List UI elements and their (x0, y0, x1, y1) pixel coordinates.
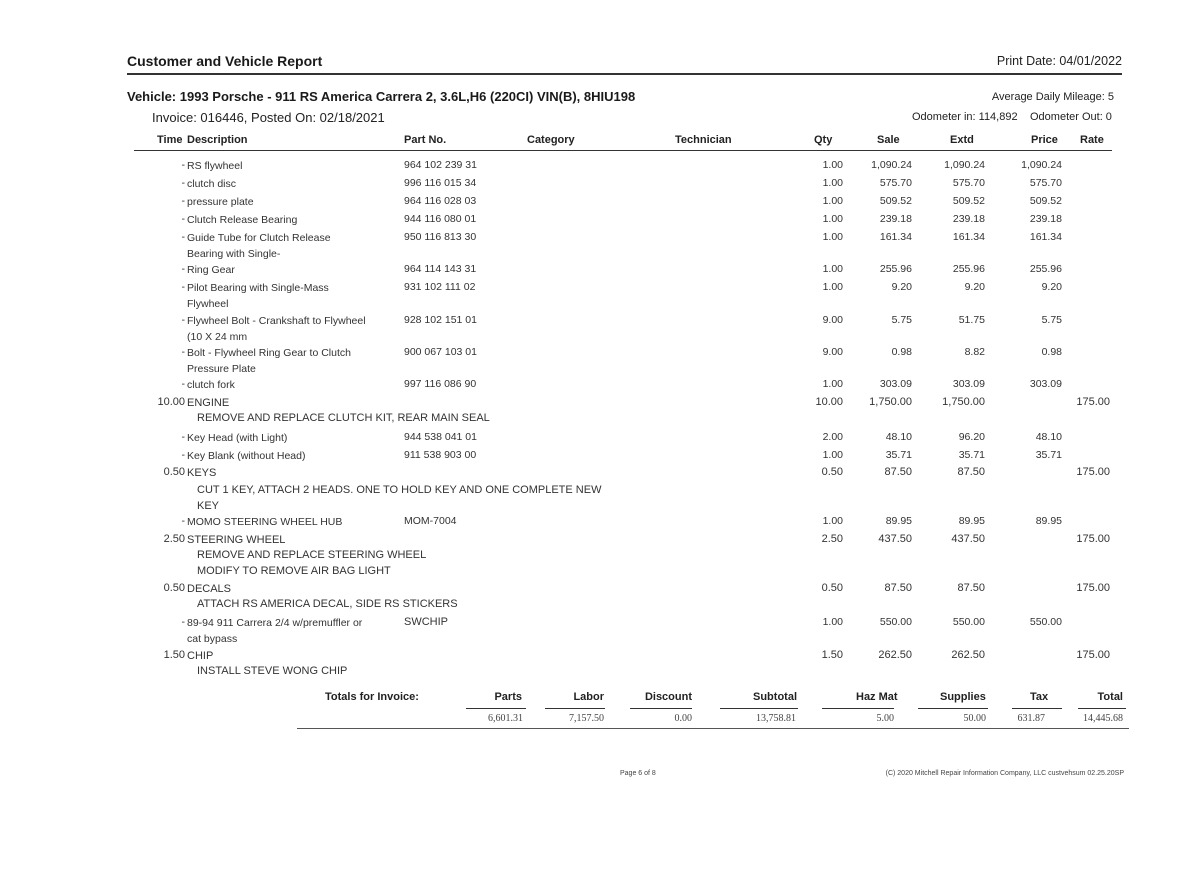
cell-description: Key Head (with Light) (187, 432, 288, 444)
cell-rate: 175.00 (1076, 649, 1110, 661)
cell-part-no: MOM-7004 (404, 515, 457, 527)
cell-time: - (181, 346, 185, 358)
cell-price: 575.70 (1029, 177, 1062, 189)
cell-qty: 1.00 (822, 263, 843, 275)
cell-qty: 9.00 (822, 346, 843, 358)
totals-tax-underline (1012, 708, 1062, 709)
cell-extd: 509.52 (952, 195, 985, 207)
print-date: Print Date: 04/01/2022 (996, 54, 1122, 68)
col-header-price: Price (1031, 134, 1058, 146)
cell-part-no: 944 116 080 01 (404, 213, 477, 225)
cell-sale: 161.34 (879, 231, 912, 243)
invoice-info: Invoice: 016446, Posted On: 02/18/2021 (152, 110, 385, 125)
desc-line-1: Guide Tube for Clutch Release (187, 232, 331, 244)
cell-description: RS flywheel (187, 160, 243, 172)
cell-sale: 509.52 (879, 195, 912, 207)
totals-hazmat-label: Haz Mat (856, 691, 898, 703)
odometer-in: Odometer in: 114,892 (912, 111, 1018, 123)
page-number: Page 6 of 8 (620, 770, 656, 777)
cell-sale: 550.00 (879, 616, 912, 628)
cell-qty: 1.00 (822, 177, 843, 189)
cell-extd: 550.00 (952, 616, 985, 628)
cell-price: 255.96 (1029, 263, 1062, 275)
col-header-time: Time (157, 134, 183, 146)
cell-extd: 303.09 (952, 378, 985, 390)
cell-time: 2.50 (163, 533, 185, 545)
cell-sale: 89.95 (885, 515, 912, 527)
cell-extd: 96.20 (958, 431, 985, 443)
col-header-category: Category (527, 134, 575, 146)
cell-description: MOMO STEERING WHEEL HUB (187, 516, 343, 528)
cell-description: Clutch Release Bearing (187, 214, 298, 226)
cell-qty: 1.00 (822, 195, 843, 207)
cell-description: ENGINE (187, 397, 230, 409)
note-line-1: REMOVE AND REPLACE STEERING WHEEL (197, 549, 427, 561)
cell-part-no: 964 116 028 03 (404, 195, 477, 207)
desc-line-1: Flywheel Bolt - Crankshaft to Flywheel (187, 315, 366, 327)
cell-sale: 87.50 (884, 466, 912, 478)
totals-parts-label: Parts (494, 691, 522, 703)
cell-price: 9.20 (1041, 281, 1062, 293)
cell-rate: 175.00 (1076, 533, 1110, 545)
cell-time: - (181, 281, 185, 293)
cell-extd: 262.50 (951, 649, 985, 661)
header-divider (127, 73, 1122, 75)
cell-extd: 575.70 (952, 177, 985, 189)
cell-rate: 175.00 (1076, 466, 1110, 478)
totals-discount-underline (630, 708, 692, 709)
cell-price: 239.18 (1029, 213, 1062, 225)
cell-time: 1.50 (163, 649, 185, 661)
cell-sale: 255.96 (879, 263, 912, 275)
cell-time: - (181, 195, 185, 207)
cell-price: 5.75 (1041, 314, 1062, 326)
cell-description (187, 231, 331, 262)
cell-extd: 87.50 (957, 582, 985, 594)
cell-sale: 262.50 (878, 649, 912, 661)
desc-line-2: Pressure Plate (187, 362, 256, 375)
totals-total-underline (1078, 708, 1126, 709)
cell-time: - (181, 314, 185, 326)
cell-sale: 87.50 (884, 582, 912, 594)
note-line-1: CUT 1 KEY, ATTACH 2 HEADS. ONE TO HOLD KEY AND ONE COMPLETE NEW (197, 484, 602, 496)
cell-description: KEYS (187, 467, 217, 479)
desc-line-2: Bearing with Single- (187, 247, 281, 260)
cell-qty: 2.00 (822, 431, 843, 443)
odometer-out: Odometer Out: 0 (1030, 111, 1112, 123)
desc-line-2: Flywheel (187, 297, 229, 310)
totals-hazmat-value: 5.00 (876, 713, 894, 724)
cell-time: - (181, 515, 185, 527)
cell-extd: 8.82 (964, 346, 985, 358)
cell-qty: 1.00 (822, 515, 843, 527)
cell-sale: 0.98 (891, 346, 912, 358)
cell-description: pressure plate (187, 196, 254, 208)
totals-label: Totals for Invoice: (325, 691, 419, 703)
cell-qty: 2.50 (821, 533, 843, 545)
labor-note: INSTALL STEVE WONG CHIP (197, 665, 348, 677)
totals-supplies-label: Supplies (940, 691, 986, 703)
cell-extd: 1,750.00 (942, 396, 985, 408)
cell-time: - (181, 616, 185, 628)
cell-qty: 1.00 (822, 159, 843, 171)
cell-extd: 239.18 (952, 213, 985, 225)
cell-qty: 10.00 (815, 396, 843, 408)
cell-sale: 239.18 (879, 213, 912, 225)
cell-part-no: 964 102 239 31 (404, 159, 477, 171)
cell-price: 0.98 (1041, 346, 1062, 358)
totals-hazmat-underline (822, 708, 894, 709)
cell-description: CHIP (187, 650, 214, 662)
cell-sale: 575.70 (879, 177, 912, 189)
cell-extd: 437.50 (951, 533, 985, 545)
col-header-qty: Qty (814, 134, 833, 146)
cell-qty: 1.00 (822, 281, 843, 293)
cell-part-no: SWCHIP (404, 616, 448, 628)
cell-qty: 1.00 (822, 378, 843, 390)
desc-line-1: 89-94 911 Carrera 2/4 w/premuffler or (187, 617, 363, 629)
cell-description (187, 281, 329, 312)
note-line-2: KEY (197, 499, 220, 512)
cell-extd: 9.20 (964, 281, 985, 293)
totals-divider (297, 728, 1129, 729)
totals-total-label: Total (1097, 691, 1123, 703)
desc-line-1: Bolt - Flywheel Ring Gear to Clutch (187, 347, 351, 359)
labor-note: REMOVE AND REPLACE CLUTCH KIT, REAR MAIN SEAL (197, 412, 490, 424)
cell-sale: 9.20 (891, 281, 912, 293)
totals-labor-underline (545, 708, 605, 709)
totals-parts-underline (466, 708, 526, 709)
cell-extd: 1,090.24 (944, 159, 985, 171)
cell-part-no: 928 102 151 01 (404, 314, 477, 326)
cell-time: - (181, 213, 185, 225)
cell-part-no: 900 067 103 01 (404, 346, 477, 358)
cell-sale: 5.75 (891, 314, 912, 326)
cell-part-no: 931 102 111 02 (404, 281, 476, 293)
note-line-2: MODIFY TO REMOVE AIR BAG LIGHT (197, 564, 391, 577)
totals-tax-label: Tax (1030, 691, 1049, 703)
cell-description: clutch fork (187, 379, 235, 391)
cell-part-no: 964 114 143 31 (404, 263, 477, 275)
cell-sale: 48.10 (885, 431, 912, 443)
average-daily-mileage: Average Daily Mileage: 5 (991, 91, 1114, 103)
cell-sale: 437.50 (878, 533, 912, 545)
copyright-notice: (C) 2020 Mitchell Repair Information Company, LLC custvehsum 02.25.20SP (885, 770, 1124, 777)
totals-discount-value: 0.00 (674, 713, 692, 724)
totals-subtotal-label: Subtotal (753, 691, 797, 703)
cell-price: 48.10 (1035, 431, 1062, 443)
cell-price: 550.00 (1029, 616, 1062, 628)
cell-time: - (181, 263, 185, 275)
cell-qty: 0.50 (821, 466, 843, 478)
cell-description (187, 346, 351, 377)
totals-parts-value: 6,601.31 (488, 713, 523, 724)
totals-total-value: 14,445.68 (1083, 713, 1123, 724)
cell-qty: 0.50 (821, 582, 843, 594)
totals-discount-label: Discount (644, 691, 692, 703)
cell-description (187, 616, 362, 647)
cell-price: 303.09 (1029, 378, 1062, 390)
cell-price: 89.95 (1035, 515, 1062, 527)
col-header-technician: Technician (675, 134, 732, 146)
cell-part-no: 944 538 041 01 (404, 431, 477, 443)
column-header-divider (134, 150, 1112, 151)
cell-part-no: 950 116 813 30 (404, 231, 477, 243)
cell-part-no: 911 538 903 00 (404, 449, 477, 461)
totals-tax-value: 631.87 (1017, 713, 1045, 724)
cell-time: 10.00 (157, 396, 185, 408)
totals-supplies-value: 50.00 (963, 713, 986, 724)
cell-price: 35.71 (1035, 449, 1062, 461)
labor-note (197, 548, 426, 579)
col-header-extd: Extd (950, 134, 974, 146)
col-header-sale: Sale (877, 134, 900, 146)
cell-extd: 51.75 (958, 314, 985, 326)
cell-qty: 1.00 (822, 231, 843, 243)
labor-note: ATTACH RS AMERICA DECAL, SIDE RS STICKERS (197, 598, 458, 610)
cell-qty: 1.00 (822, 449, 843, 461)
totals-labor-label: Labor (573, 691, 604, 703)
cell-rate: 175.00 (1076, 582, 1110, 594)
col-header-rate: Rate (1080, 134, 1104, 146)
cell-extd: 89.95 (958, 515, 985, 527)
cell-extd: 255.96 (952, 263, 985, 275)
cell-sale: 1,750.00 (869, 396, 912, 408)
cell-sale: 303.09 (879, 378, 912, 390)
cell-time: - (181, 231, 185, 243)
cell-part-no: 997 116 086 90 (404, 378, 477, 390)
desc-line-1: Pilot Bearing with Single-Mass (187, 282, 329, 294)
cell-time: 0.50 (163, 466, 185, 478)
cell-description (187, 314, 366, 345)
cell-extd: 35.71 (958, 449, 985, 461)
cell-qty: 1.00 (822, 213, 843, 225)
col-header-description: Description (187, 134, 248, 146)
cell-description: Ring Gear (187, 264, 235, 276)
desc-line-2: (10 X 24 mm (187, 330, 248, 343)
cell-price: 509.52 (1029, 195, 1062, 207)
cell-time: - (181, 159, 185, 171)
cell-time: 0.50 (163, 582, 185, 594)
cell-rate: 175.00 (1076, 396, 1110, 408)
cell-extd: 87.50 (957, 466, 985, 478)
cell-sale: 1,090.24 (871, 159, 912, 171)
cell-qty: 1.50 (821, 649, 843, 661)
cell-qty: 1.00 (822, 616, 843, 628)
cell-time: - (181, 449, 185, 461)
cell-price: 1,090.24 (1021, 159, 1062, 171)
cell-qty: 9.00 (822, 314, 843, 326)
cell-time: - (181, 177, 185, 189)
cell-time: - (181, 431, 185, 443)
col-header-part-no: Part No. (404, 134, 447, 146)
totals-subtotal-underline (720, 708, 798, 709)
totals-supplies-underline (918, 708, 988, 709)
desc-line-2: cat bypass (187, 632, 238, 645)
cell-time: - (181, 378, 185, 390)
vehicle-info: Vehicle: 1993 Porsche - 911 RS America Carrera 2, 3.6L,H6 (220CI) VIN(B), 8HIU198 (127, 89, 636, 104)
cell-description: STEERING WHEEL (187, 534, 286, 546)
cell-description: Key Blank (without Head) (187, 450, 306, 462)
report-title: Customer and Vehicle Report (127, 53, 323, 69)
totals-labor-value: 7,157.50 (569, 713, 604, 724)
cell-description: DECALS (187, 583, 232, 595)
labor-note (197, 483, 601, 514)
cell-price: 161.34 (1029, 231, 1062, 243)
cell-part-no: 996 116 015 34 (404, 177, 477, 189)
totals-subtotal-value: 13,758.81 (756, 713, 796, 724)
cell-extd: 161.34 (952, 231, 985, 243)
cell-description: clutch disc (187, 178, 237, 190)
cell-sale: 35.71 (885, 449, 912, 461)
